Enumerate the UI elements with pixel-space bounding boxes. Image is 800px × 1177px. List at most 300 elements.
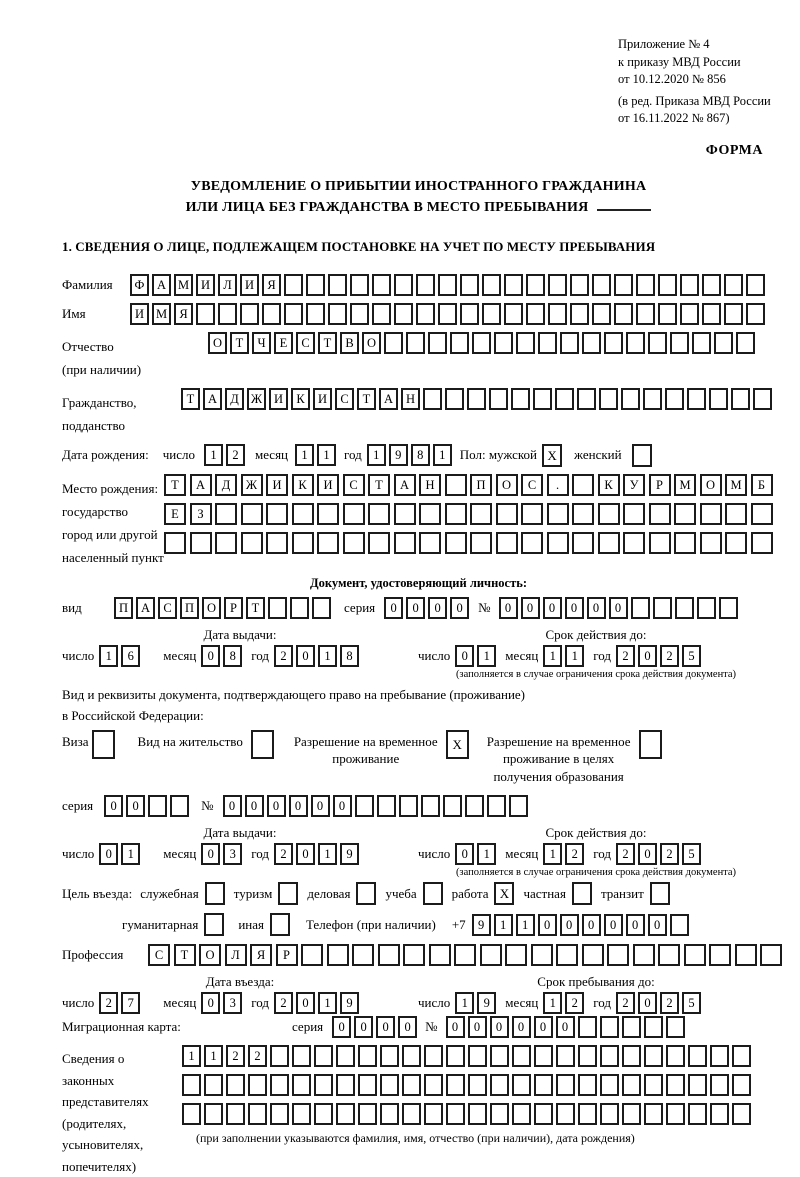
char-cell[interactable]: [445, 388, 464, 410]
char-cell[interactable]: Т: [230, 332, 249, 354]
char-cell[interactable]: 1: [477, 645, 496, 667]
char-cell[interactable]: [454, 944, 476, 966]
char-cell[interactable]: М: [725, 474, 747, 496]
char-cell[interactable]: [472, 332, 491, 354]
char-cell[interactable]: 5: [682, 645, 701, 667]
char-cell[interactable]: Д: [215, 474, 237, 496]
char-cell[interactable]: [496, 532, 518, 554]
char-cell[interactable]: [675, 597, 694, 619]
char-cell[interactable]: 1: [295, 444, 314, 466]
char-cell[interactable]: П: [470, 474, 492, 496]
char-cell[interactable]: 1: [317, 444, 336, 466]
char-cell[interactable]: [547, 532, 569, 554]
char-cell[interactable]: [556, 1045, 575, 1067]
char-cell[interactable]: 8: [340, 645, 359, 667]
char-cell[interactable]: [336, 1074, 355, 1096]
char-cell[interactable]: [380, 1103, 399, 1125]
char-cell[interactable]: 0: [582, 914, 601, 936]
char-cell[interactable]: [644, 1074, 663, 1096]
char-cell[interactable]: 0: [311, 795, 330, 817]
char-cell[interactable]: П: [114, 597, 133, 619]
char-cell[interactable]: [578, 1045, 597, 1067]
char-cell[interactable]: [248, 1074, 267, 1096]
char-cell[interactable]: [702, 274, 721, 296]
char-cell[interactable]: [394, 274, 413, 296]
char-cell[interactable]: 0: [560, 914, 579, 936]
char-cell[interactable]: Е: [274, 332, 293, 354]
char-cell[interactable]: [674, 503, 696, 525]
char-cell[interactable]: 0: [455, 843, 474, 865]
char-cell[interactable]: 8: [411, 444, 430, 466]
char-cell[interactable]: [572, 503, 594, 525]
char-cell[interactable]: [380, 1045, 399, 1067]
char-cell[interactable]: [429, 944, 451, 966]
char-cell[interactable]: [578, 1016, 597, 1038]
char-cell[interactable]: [378, 944, 400, 966]
char-cell[interactable]: 1: [318, 843, 337, 865]
char-cell[interactable]: [710, 1103, 729, 1125]
char-cell[interactable]: [306, 303, 325, 325]
char-cell[interactable]: 0: [201, 992, 220, 1014]
char-cell[interactable]: [666, 1103, 685, 1125]
char-cell[interactable]: В: [340, 332, 359, 354]
char-cell[interactable]: [428, 332, 447, 354]
char-cell[interactable]: А: [379, 388, 398, 410]
char-cell[interactable]: 2: [274, 992, 293, 1014]
char-cell[interactable]: [622, 1045, 641, 1067]
char-cell[interactable]: [421, 795, 440, 817]
char-cell[interactable]: [402, 1045, 421, 1067]
char-cell[interactable]: Т: [368, 474, 390, 496]
char-cell[interactable]: А: [136, 597, 155, 619]
char-cell[interactable]: [504, 274, 523, 296]
char-cell[interactable]: И: [313, 388, 332, 410]
char-cell[interactable]: [746, 274, 765, 296]
char-cell[interactable]: О: [496, 474, 518, 496]
char-cell[interactable]: 2: [565, 843, 584, 865]
char-cell[interactable]: 1: [318, 992, 337, 1014]
char-cell[interactable]: [534, 1103, 553, 1125]
char-cell[interactable]: [215, 503, 237, 525]
char-cell[interactable]: П: [180, 597, 199, 619]
char-cell[interactable]: О: [362, 332, 381, 354]
char-cell[interactable]: [384, 332, 403, 354]
char-cell[interactable]: [598, 503, 620, 525]
char-cell[interactable]: О: [199, 944, 221, 966]
char-cell[interactable]: [674, 532, 696, 554]
char-cell[interactable]: И: [130, 303, 149, 325]
char-cell[interactable]: [343, 503, 365, 525]
char-cell[interactable]: Т: [246, 597, 265, 619]
char-cell[interactable]: 1: [182, 1045, 201, 1067]
purpose-business-checkbox[interactable]: [356, 882, 376, 905]
char-cell[interactable]: [314, 1103, 333, 1125]
char-cell[interactable]: [460, 274, 479, 296]
char-cell[interactable]: [446, 1103, 465, 1125]
char-cell[interactable]: [403, 944, 425, 966]
char-cell[interactable]: [724, 274, 743, 296]
char-cell[interactable]: [226, 1074, 245, 1096]
char-cell[interactable]: [450, 332, 469, 354]
char-cell[interactable]: [470, 532, 492, 554]
char-cell[interactable]: [465, 795, 484, 817]
char-cell[interactable]: [292, 1103, 311, 1125]
char-cell[interactable]: Д: [225, 388, 244, 410]
char-cell[interactable]: [621, 388, 640, 410]
char-cell[interactable]: 7: [121, 992, 140, 1014]
char-cell[interactable]: [521, 532, 543, 554]
char-cell[interactable]: [372, 303, 391, 325]
char-cell[interactable]: [284, 303, 303, 325]
char-cell[interactable]: К: [598, 474, 620, 496]
char-cell[interactable]: [182, 1103, 201, 1125]
char-cell[interactable]: [658, 303, 677, 325]
char-cell[interactable]: [424, 1103, 443, 1125]
char-cell[interactable]: С: [148, 944, 170, 966]
char-cell[interactable]: [504, 303, 523, 325]
char-cell[interactable]: 1: [516, 914, 535, 936]
char-cell[interactable]: 0: [556, 1016, 575, 1038]
char-cell[interactable]: [266, 532, 288, 554]
char-cell[interactable]: [399, 795, 418, 817]
char-cell[interactable]: [262, 303, 281, 325]
char-cell[interactable]: 1: [99, 645, 118, 667]
char-cell[interactable]: 0: [126, 795, 145, 817]
char-cell[interactable]: [314, 1074, 333, 1096]
sex-female-checkbox[interactable]: [632, 444, 652, 467]
char-cell[interactable]: .: [547, 474, 569, 496]
char-cell[interactable]: [692, 332, 711, 354]
char-cell[interactable]: [688, 1045, 707, 1067]
char-cell[interactable]: 0: [99, 843, 118, 865]
char-cell[interactable]: [614, 303, 633, 325]
char-cell[interactable]: [468, 1045, 487, 1067]
char-cell[interactable]: [470, 503, 492, 525]
char-cell[interactable]: [710, 1045, 729, 1067]
char-cell[interactable]: [719, 597, 738, 619]
char-cell[interactable]: [406, 332, 425, 354]
char-cell[interactable]: А: [152, 274, 171, 296]
char-cell[interactable]: [731, 388, 750, 410]
char-cell[interactable]: 1: [433, 444, 452, 466]
char-cell[interactable]: А: [190, 474, 212, 496]
char-cell[interactable]: [487, 795, 506, 817]
char-cell[interactable]: 2: [274, 645, 293, 667]
char-cell[interactable]: [622, 1103, 641, 1125]
char-cell[interactable]: [190, 532, 212, 554]
char-cell[interactable]: [538, 332, 557, 354]
char-cell[interactable]: К: [291, 388, 310, 410]
char-cell[interactable]: 0: [296, 645, 315, 667]
char-cell[interactable]: [626, 332, 645, 354]
char-cell[interactable]: [268, 597, 287, 619]
char-cell[interactable]: [598, 532, 620, 554]
option-temporary-residence-education-checkbox[interactable]: [639, 730, 662, 759]
char-cell[interactable]: С: [335, 388, 354, 410]
char-cell[interactable]: М: [174, 274, 193, 296]
char-cell[interactable]: [358, 1103, 377, 1125]
char-cell[interactable]: 0: [490, 1016, 509, 1038]
char-cell[interactable]: [301, 944, 323, 966]
char-cell[interactable]: 0: [626, 914, 645, 936]
char-cell[interactable]: Ч: [252, 332, 271, 354]
char-cell[interactable]: [350, 303, 369, 325]
char-cell[interactable]: [725, 532, 747, 554]
char-cell[interactable]: 1: [565, 645, 584, 667]
char-cell[interactable]: 0: [543, 597, 562, 619]
char-cell[interactable]: [582, 944, 604, 966]
char-cell[interactable]: [534, 1074, 553, 1096]
char-cell[interactable]: [204, 1074, 223, 1096]
char-cell[interactable]: [622, 1016, 641, 1038]
char-cell[interactable]: 0: [376, 1016, 395, 1038]
fill-in-blank-line[interactable]: [597, 209, 651, 211]
char-cell[interactable]: [666, 1016, 685, 1038]
char-cell[interactable]: [623, 532, 645, 554]
char-cell[interactable]: [688, 1103, 707, 1125]
option-residence-permit-checkbox[interactable]: [251, 730, 274, 759]
char-cell[interactable]: 0: [245, 795, 264, 817]
char-cell[interactable]: 0: [468, 1016, 487, 1038]
char-cell[interactable]: [368, 532, 390, 554]
purpose-study-checkbox[interactable]: [423, 882, 443, 905]
char-cell[interactable]: [653, 597, 672, 619]
char-cell[interactable]: 0: [201, 843, 220, 865]
char-cell[interactable]: [636, 274, 655, 296]
char-cell[interactable]: Н: [401, 388, 420, 410]
char-cell[interactable]: 5: [682, 843, 701, 865]
char-cell[interactable]: С: [521, 474, 543, 496]
char-cell[interactable]: А: [394, 474, 416, 496]
char-cell[interactable]: [241, 503, 263, 525]
char-cell[interactable]: [556, 1103, 575, 1125]
char-cell[interactable]: Т: [357, 388, 376, 410]
char-cell[interactable]: Я: [250, 944, 272, 966]
char-cell[interactable]: [511, 388, 530, 410]
char-cell[interactable]: [317, 532, 339, 554]
char-cell[interactable]: [746, 303, 765, 325]
char-cell[interactable]: 0: [333, 795, 352, 817]
char-cell[interactable]: [445, 474, 467, 496]
char-cell[interactable]: [402, 1074, 421, 1096]
char-cell[interactable]: 0: [332, 1016, 351, 1038]
char-cell[interactable]: [710, 1074, 729, 1096]
char-cell[interactable]: [380, 1074, 399, 1096]
sex-male-checkbox[interactable]: X: [542, 444, 562, 467]
purpose-private-checkbox[interactable]: [572, 882, 592, 905]
char-cell[interactable]: 0: [384, 597, 403, 619]
char-cell[interactable]: С: [158, 597, 177, 619]
char-cell[interactable]: [658, 944, 680, 966]
purpose-tourism-checkbox[interactable]: [278, 882, 298, 905]
char-cell[interactable]: 1: [494, 914, 513, 936]
char-cell[interactable]: [336, 1103, 355, 1125]
char-cell[interactable]: [648, 332, 667, 354]
char-cell[interactable]: [482, 274, 501, 296]
char-cell[interactable]: [240, 303, 259, 325]
char-cell[interactable]: [548, 274, 567, 296]
char-cell[interactable]: 1: [318, 645, 337, 667]
char-cell[interactable]: Ж: [247, 388, 266, 410]
char-cell[interactable]: 2: [565, 992, 584, 1014]
char-cell[interactable]: К: [292, 474, 314, 496]
char-cell[interactable]: И: [240, 274, 259, 296]
char-cell[interactable]: [614, 274, 633, 296]
char-cell[interactable]: Т: [164, 474, 186, 496]
char-cell[interactable]: [416, 303, 435, 325]
char-cell[interactable]: О: [208, 332, 227, 354]
char-cell[interactable]: [446, 1074, 465, 1096]
char-cell[interactable]: [292, 1045, 311, 1067]
char-cell[interactable]: [649, 503, 671, 525]
char-cell[interactable]: 1: [543, 992, 562, 1014]
char-cell[interactable]: 0: [296, 992, 315, 1014]
char-cell[interactable]: 0: [534, 1016, 553, 1038]
char-cell[interactable]: [314, 1045, 333, 1067]
char-cell[interactable]: [751, 503, 773, 525]
char-cell[interactable]: 9: [472, 914, 491, 936]
purpose-transit-checkbox[interactable]: [650, 882, 670, 905]
char-cell[interactable]: Я: [262, 274, 281, 296]
char-cell[interactable]: [218, 303, 237, 325]
char-cell[interactable]: 2: [226, 444, 245, 466]
char-cell[interactable]: 2: [660, 645, 679, 667]
char-cell[interactable]: 9: [340, 992, 359, 1014]
char-cell[interactable]: [368, 503, 390, 525]
char-cell[interactable]: [164, 532, 186, 554]
char-cell[interactable]: [732, 1045, 751, 1067]
char-cell[interactable]: 0: [512, 1016, 531, 1038]
char-cell[interactable]: [577, 388, 596, 410]
char-cell[interactable]: 1: [204, 444, 223, 466]
char-cell[interactable]: [445, 503, 467, 525]
char-cell[interactable]: [631, 597, 650, 619]
char-cell[interactable]: [416, 274, 435, 296]
char-cell[interactable]: [700, 532, 722, 554]
char-cell[interactable]: [490, 1103, 509, 1125]
char-cell[interactable]: [732, 1103, 751, 1125]
char-cell[interactable]: [600, 1074, 619, 1096]
char-cell[interactable]: [306, 274, 325, 296]
char-cell[interactable]: 5: [682, 992, 701, 1014]
char-cell[interactable]: [424, 1045, 443, 1067]
char-cell[interactable]: [649, 532, 671, 554]
char-cell[interactable]: 0: [638, 843, 657, 865]
char-cell[interactable]: О: [202, 597, 221, 619]
char-cell[interactable]: А: [203, 388, 222, 410]
char-cell[interactable]: 2: [226, 1045, 245, 1067]
char-cell[interactable]: [419, 532, 441, 554]
char-cell[interactable]: [419, 503, 441, 525]
char-cell[interactable]: Р: [276, 944, 298, 966]
char-cell[interactable]: И: [196, 274, 215, 296]
char-cell[interactable]: Я: [174, 303, 193, 325]
char-cell[interactable]: [670, 914, 689, 936]
char-cell[interactable]: 0: [538, 914, 557, 936]
char-cell[interactable]: [512, 1045, 531, 1067]
char-cell[interactable]: 0: [104, 795, 123, 817]
char-cell[interactable]: 1: [367, 444, 386, 466]
char-cell[interactable]: [572, 474, 594, 496]
char-cell[interactable]: [556, 944, 578, 966]
char-cell[interactable]: [445, 532, 467, 554]
char-cell[interactable]: [516, 332, 535, 354]
char-cell[interactable]: 1: [121, 843, 140, 865]
char-cell[interactable]: [599, 388, 618, 410]
char-cell[interactable]: [148, 795, 167, 817]
purpose-work-checkbox[interactable]: X: [494, 882, 514, 905]
char-cell[interactable]: [423, 388, 442, 410]
char-cell[interactable]: [600, 1103, 619, 1125]
char-cell[interactable]: [702, 303, 721, 325]
char-cell[interactable]: [372, 274, 391, 296]
char-cell[interactable]: [636, 303, 655, 325]
char-cell[interactable]: [700, 503, 722, 525]
char-cell[interactable]: 0: [398, 1016, 417, 1038]
char-cell[interactable]: [680, 303, 699, 325]
char-cell[interactable]: [196, 303, 215, 325]
char-cell[interactable]: [697, 597, 716, 619]
purpose-other-checkbox[interactable]: [270, 913, 290, 936]
char-cell[interactable]: [578, 1103, 597, 1125]
char-cell[interactable]: 0: [565, 597, 584, 619]
char-cell[interactable]: [623, 503, 645, 525]
char-cell[interactable]: [494, 332, 513, 354]
char-cell[interactable]: [402, 1103, 421, 1125]
char-cell[interactable]: [270, 1103, 289, 1125]
char-cell[interactable]: Н: [419, 474, 441, 496]
char-cell[interactable]: [328, 274, 347, 296]
char-cell[interactable]: [526, 303, 545, 325]
char-cell[interactable]: С: [296, 332, 315, 354]
char-cell[interactable]: 0: [223, 795, 242, 817]
char-cell[interactable]: [443, 795, 462, 817]
char-cell[interactable]: [204, 1103, 223, 1125]
char-cell[interactable]: [665, 388, 684, 410]
char-cell[interactable]: 1: [204, 1045, 223, 1067]
char-cell[interactable]: [496, 503, 518, 525]
char-cell[interactable]: [509, 795, 528, 817]
char-cell[interactable]: Т: [181, 388, 200, 410]
char-cell[interactable]: [468, 1103, 487, 1125]
char-cell[interactable]: [684, 944, 706, 966]
char-cell[interactable]: 0: [638, 645, 657, 667]
char-cell[interactable]: [512, 1074, 531, 1096]
char-cell[interactable]: [680, 274, 699, 296]
char-cell[interactable]: Л: [225, 944, 247, 966]
char-cell[interactable]: [438, 303, 457, 325]
char-cell[interactable]: 0: [450, 597, 469, 619]
char-cell[interactable]: [394, 503, 416, 525]
char-cell[interactable]: Р: [224, 597, 243, 619]
char-cell[interactable]: [182, 1074, 201, 1096]
char-cell[interactable]: [556, 1074, 575, 1096]
char-cell[interactable]: 1: [455, 992, 474, 1014]
char-cell[interactable]: [570, 274, 589, 296]
char-cell[interactable]: [512, 1103, 531, 1125]
char-cell[interactable]: [531, 944, 553, 966]
char-cell[interactable]: [688, 1074, 707, 1096]
char-cell[interactable]: [604, 332, 623, 354]
char-cell[interactable]: [266, 503, 288, 525]
char-cell[interactable]: [666, 1074, 685, 1096]
char-cell[interactable]: [460, 303, 479, 325]
char-cell[interactable]: [226, 1103, 245, 1125]
char-cell[interactable]: 1: [543, 645, 562, 667]
char-cell[interactable]: [560, 332, 579, 354]
char-cell[interactable]: Б: [751, 474, 773, 496]
char-cell[interactable]: [548, 303, 567, 325]
